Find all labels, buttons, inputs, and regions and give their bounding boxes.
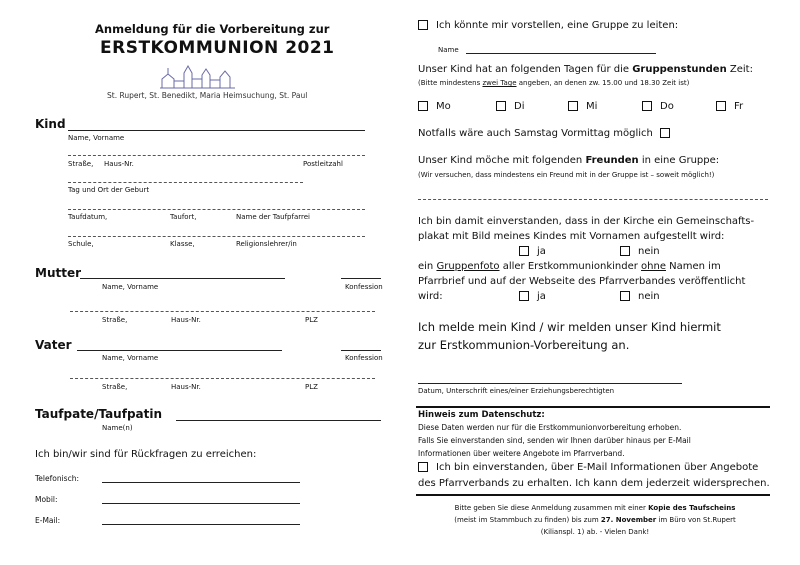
child-heading: Kind [35, 117, 66, 131]
child-baptism-parish-label: Name der Taufpfarrei [236, 213, 310, 221]
footer-line2: (meist im Stammbuch zu finden) bis zum 27. November im Büro von St.Rupert [454, 516, 736, 524]
father-faith-line[interactable] [341, 350, 381, 351]
poster-no-option[interactable]: nein [620, 246, 660, 257]
child-postal-label: Postleitzahl [303, 160, 343, 168]
child-teacher-label: Religionslehrer/in [236, 240, 297, 248]
saturday-option[interactable]: Notfalls wäre auch Samstag Vormittag möglich [418, 128, 670, 139]
day-checkbox-mi[interactable] [568, 101, 578, 111]
godparent-name-line[interactable] [176, 420, 381, 421]
child-name-label: Name, Vorname [68, 134, 125, 142]
footer-line3: (Kilianspl. 1) ab. - Vielen Dank! [540, 528, 650, 536]
day-option-fr[interactable]: Fr [716, 101, 743, 112]
photo-no-option[interactable]: nein [620, 291, 660, 302]
mother-house-label: Haus-Nr. [171, 316, 201, 324]
father-heading: Vater [35, 338, 72, 352]
church-skyline-logo [160, 63, 235, 89]
privacy-consent-option[interactable]: Ich bin einverstanden, über E-Mail Informationen über Angebote [418, 462, 758, 473]
day-checkbox-di[interactable] [496, 101, 506, 111]
father-house-label: Haus-Nr. [171, 383, 201, 391]
email-label: E-Mail: [35, 516, 61, 525]
privacy-top-border [416, 406, 770, 408]
godparent-name-label: Name(n) [102, 424, 133, 432]
day-checkbox-mo[interactable] [418, 101, 428, 111]
privacy-line3: Informationen über weitere Angebote im Pfarrverband. [418, 449, 625, 458]
day-option-mi[interactable]: Mi [568, 101, 597, 112]
father-name-label: Name, Vorname [102, 354, 159, 362]
leader-checkbox[interactable] [418, 20, 428, 30]
mobile-label: Mobil: [35, 495, 58, 504]
child-birth-line[interactable] [68, 182, 303, 183]
days-heading: Unser Kind hat an folgenden Tagen für die Gruppenstunden Zeit: [418, 64, 753, 75]
email-line[interactable] [102, 524, 300, 525]
register-line1: Ich melde mein Kind / wir melden unser Kind hiermit [418, 320, 721, 334]
mother-name-label: Name, Vorname [102, 283, 159, 291]
mother-street-label: Straße, [102, 316, 128, 324]
child-school-line[interactable] [68, 236, 365, 237]
privacy-line1: Diese Daten werden nur für die Erstkommunionvorbereitung erhoben. [418, 423, 682, 432]
photo-no-checkbox[interactable] [620, 291, 630, 301]
photo-yes-option[interactable]: ja [519, 291, 546, 302]
page-title: ERSTKOMMUNION 2021 [100, 38, 335, 58]
child-name-line[interactable] [68, 130, 365, 131]
photo-line2: Pfarrbrief und auf der Webseite des Pfarrverbandes veröffentlicht [418, 276, 746, 287]
day-checkbox-fr[interactable] [716, 101, 726, 111]
father-faith-label: Konfession [345, 354, 383, 362]
friends-heading: Unser Kind möche mit folgenden Freunden in eine Gruppe: [418, 155, 720, 166]
leader-option-label: Ich könnte mir vorstellen, eine Gruppe zu leiten: [436, 20, 679, 31]
privacy-heading: Hinweis zum Datenschutz: [418, 410, 545, 420]
godparent-heading: Taufpate/Taufpatin [35, 407, 163, 421]
child-baptism-place-label: Taufort, [170, 213, 197, 221]
photo-line3: wird: [418, 291, 443, 302]
contact-heading: Ich bin/wir sind für Rückfragen zu erreichen: [35, 449, 257, 460]
privacy-line2: Falls Sie einverstanden sind, senden wir Ihnen darüber hinaus per E-Mail [418, 436, 691, 445]
leader-name-line[interactable] [466, 53, 656, 54]
leader-option[interactable] [418, 20, 678, 31]
footer-line1: Bitte geben Sie diese Anmeldung zusammen mit einer Kopie des Taufscheins [454, 504, 736, 512]
father-plz-label: PLZ [305, 383, 318, 391]
mother-plz-label: PLZ [305, 316, 318, 324]
leader-name-label: Name [438, 46, 459, 54]
title-line1: Anmeldung für die Vorbereitung zur [95, 22, 330, 36]
privacy-bottom-border [416, 494, 770, 496]
father-street-label: Straße, [102, 383, 128, 391]
register-line2: zur Erstkommunion-Vorbereitung an. [418, 338, 630, 352]
photo-line1: ein Gruppenfoto aller Erstkommunionkinder ohne Namen im [418, 261, 721, 272]
mother-faith-line[interactable] [341, 278, 381, 279]
mother-address-line[interactable] [70, 311, 375, 312]
day-checkbox-do[interactable] [642, 101, 652, 111]
phone-label: Telefonisch: [35, 474, 79, 483]
privacy-consent-line2: des Pfarrverbands zu erhalten. Ich kann dem jederzeit widersprechen. [418, 478, 770, 489]
signature-label: Datum, Unterschrift eines/einer Erziehungsberechtigten [418, 387, 615, 395]
saturday-checkbox[interactable] [660, 128, 670, 138]
poster-yes-checkbox[interactable] [519, 246, 529, 256]
child-baptism-date-label: Taufdatum, [68, 213, 108, 221]
friends-line[interactable] [418, 199, 768, 200]
mother-faith-label: Konfession [345, 283, 383, 291]
days-note: (Bitte mindestens zwei Tage angeben, an denen zw. 15.00 und 18.30 Zeit ist) [418, 79, 690, 87]
poster-no-checkbox[interactable] [620, 246, 630, 256]
day-option-mo[interactable]: Mo [418, 101, 451, 112]
day-option-do[interactable]: Do [642, 101, 674, 112]
mother-heading: Mutter [35, 266, 82, 280]
child-school-label: Schule, [68, 240, 94, 248]
phone-line[interactable] [102, 482, 300, 483]
parish-list: St. Rupert, St. Benedikt, Maria Heimsuchung, St. Paul [107, 91, 308, 100]
child-house-label: Haus-Nr. [104, 160, 134, 168]
privacy-consent-checkbox[interactable] [418, 462, 428, 472]
father-name-line[interactable] [77, 350, 282, 351]
poster-yes-option[interactable]: ja [519, 246, 546, 257]
mobile-line[interactable] [102, 503, 300, 504]
child-street-label: Straße, [68, 160, 94, 168]
child-class-label: Klasse, [170, 240, 195, 248]
child-address-line[interactable] [68, 155, 365, 156]
consent-line2: plakat mit Bild meines Kindes mit Vornamen aufgestellt wird: [418, 231, 725, 242]
consent-line1: Ich bin damit einverstanden, dass in der Kirche ein Gemeinschafts- [418, 216, 755, 227]
friends-note: (Wir versuchen, dass mindestens ein Freund mit in der Gruppe ist – soweit möglich!) [418, 171, 715, 179]
signature-line[interactable] [418, 383, 682, 384]
child-birth-label: Tag und Ort der Geburt [68, 186, 150, 194]
day-option-di[interactable]: Di [496, 101, 524, 112]
photo-yes-checkbox[interactable] [519, 291, 529, 301]
child-baptism-line[interactable] [68, 209, 365, 210]
mother-name-line[interactable] [80, 278, 285, 279]
father-address-line[interactable] [70, 378, 375, 379]
